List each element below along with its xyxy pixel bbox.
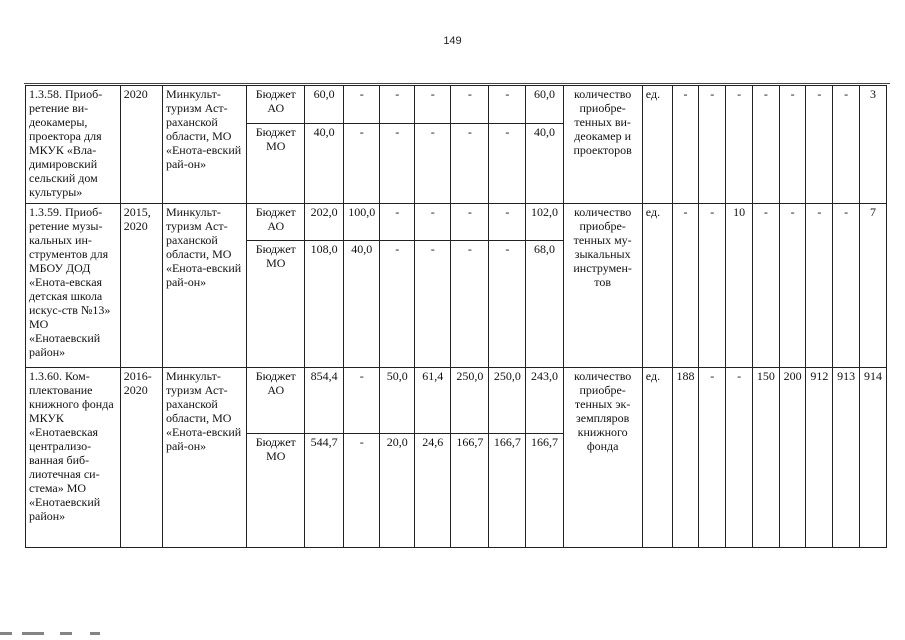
funding-year: 24,6	[415, 434, 451, 548]
target-year-value: 188	[672, 368, 699, 548]
target-year-value: -	[833, 204, 860, 368]
funding-year: -	[380, 204, 415, 241]
funding-year: 40,0	[526, 124, 563, 204]
measure-executor: Минкульт-туризм Аст-раханской области, МО «Енота-евский рай-он»	[162, 204, 246, 368]
target-year-value: -	[672, 86, 699, 204]
target-year-value: 150	[752, 368, 779, 548]
funding-total: 60,0	[305, 86, 344, 124]
funding-source: Бюджет МО	[247, 241, 305, 368]
funding-year: -	[451, 124, 489, 204]
funding-total: 854,4	[305, 368, 344, 434]
funding-year: -	[344, 124, 380, 204]
funding-year: -	[380, 86, 415, 124]
page-number: 149	[443, 35, 462, 47]
funding-total: 108,0	[305, 241, 344, 368]
funding-year: -	[451, 241, 489, 368]
funding-year: -	[415, 204, 451, 241]
funding-year: 166,7	[489, 434, 526, 548]
funding-year: 68,0	[526, 241, 563, 368]
target-year-value: -	[699, 204, 726, 368]
funding-year: -	[344, 368, 380, 434]
funding-year: 61,4	[415, 368, 451, 434]
funding-year: 243,0	[526, 368, 563, 434]
measure-executor: Минкульт-туризм Аст-раханской области, МО «Енота-евский рай-он»	[162, 368, 246, 548]
table-row	[26, 86, 887, 124]
target-year-value: 912	[806, 368, 833, 548]
target-year-value: -	[726, 86, 753, 204]
funding-source: Бюджет МО	[247, 434, 305, 548]
indicator-name: количество приобре-тенных эк-земпляров книжного фонда	[563, 368, 642, 548]
top-rule	[24, 83, 890, 84]
funding-year: -	[415, 241, 451, 368]
funding-year: 166,7	[451, 434, 489, 548]
measure-name: 1.3.58. Приоб-ретение ви-деокамеры, проектора для МКУК «Вла-димировский сельский дом культуры»	[26, 86, 121, 204]
target-year-value: 10	[726, 204, 753, 368]
funding-year: 60,0	[526, 86, 563, 124]
funding-year: -	[489, 86, 526, 124]
funding-year: -	[489, 124, 526, 204]
indicator-unit: ед.	[642, 368, 672, 548]
target-year-value: 200	[779, 368, 806, 548]
target-year-value: -	[833, 86, 860, 204]
funding-source: Бюджет АО	[247, 86, 305, 124]
funding-year: -	[344, 434, 380, 548]
funding-year: -	[489, 241, 526, 368]
indicator-unit: ед.	[642, 204, 672, 368]
funding-year: 100,0	[344, 204, 380, 241]
funding-year: -	[415, 86, 451, 124]
funding-year: 250,0	[489, 368, 526, 434]
funding-source: Бюджет АО	[247, 368, 305, 434]
table-row	[26, 204, 887, 241]
funding-year: -	[489, 204, 526, 241]
funding-year: 50,0	[380, 368, 415, 434]
funding-total: 544,7	[305, 434, 344, 548]
target-year-value: -	[779, 204, 806, 368]
funding-year: 102,0	[526, 204, 563, 241]
funding-year: -	[451, 204, 489, 241]
target-year-value: -	[672, 204, 699, 368]
measure-name: 1.3.60. Ком-плектование книжного фонда МКУК «Енотаевская централизо-ванная биб-лиотечная си-стема» МО «Енотаевский район»	[26, 368, 121, 548]
funding-year: 250,0	[451, 368, 489, 434]
target-year-value: -	[699, 86, 726, 204]
funding-year: -	[451, 86, 489, 124]
indicator-name: количество приобре-тенных ви-деокамер и проекторов	[563, 86, 642, 204]
funding-source: Бюджет АО	[247, 204, 305, 241]
funding-total: 202,0	[305, 204, 344, 241]
funding-year: 40,0	[344, 241, 380, 368]
table-row	[26, 368, 887, 434]
measure-period: 2016-2020	[120, 368, 162, 548]
target-year-value: 914	[860, 368, 887, 548]
funding-source: Бюджет МО	[247, 124, 305, 204]
indicator-name: количество приобре-тенных му-зыкальных инструмен-тов	[563, 204, 642, 368]
target-year-value: -	[806, 86, 833, 204]
target-year-value: -	[752, 204, 779, 368]
funding-year: -	[415, 124, 451, 204]
funding-year: -	[380, 241, 415, 368]
measure-period: 2020	[120, 86, 162, 204]
measure-period: 2015, 2020	[120, 204, 162, 368]
funding-year: 20,0	[380, 434, 415, 548]
target-year-value: -	[726, 368, 753, 548]
program-table	[25, 85, 887, 548]
target-year-value: 913	[833, 368, 860, 548]
target-year-value: -	[699, 368, 726, 548]
target-year-value: 3	[860, 86, 887, 204]
measure-name: 1.3.59. Приоб-ретение музы-кальных ин-струментов для МБОУ ДОД «Енота-евская детская школа искус-ств №13» МО «Енотаевский район»	[26, 204, 121, 368]
target-year-value: -	[779, 86, 806, 204]
target-year-value: -	[806, 204, 833, 368]
scan-artifact	[0, 632, 160, 635]
funding-total: 40,0	[305, 124, 344, 204]
target-year-value: 7	[860, 204, 887, 368]
funding-year: 166,7	[526, 434, 563, 548]
funding-year: -	[344, 86, 380, 124]
target-year-value: -	[752, 86, 779, 204]
indicator-unit: ед.	[642, 86, 672, 204]
funding-year: -	[380, 124, 415, 204]
measure-executor: Минкульт-туризм Аст-раханской области, МО «Енота-евский рай-он»	[162, 86, 246, 204]
